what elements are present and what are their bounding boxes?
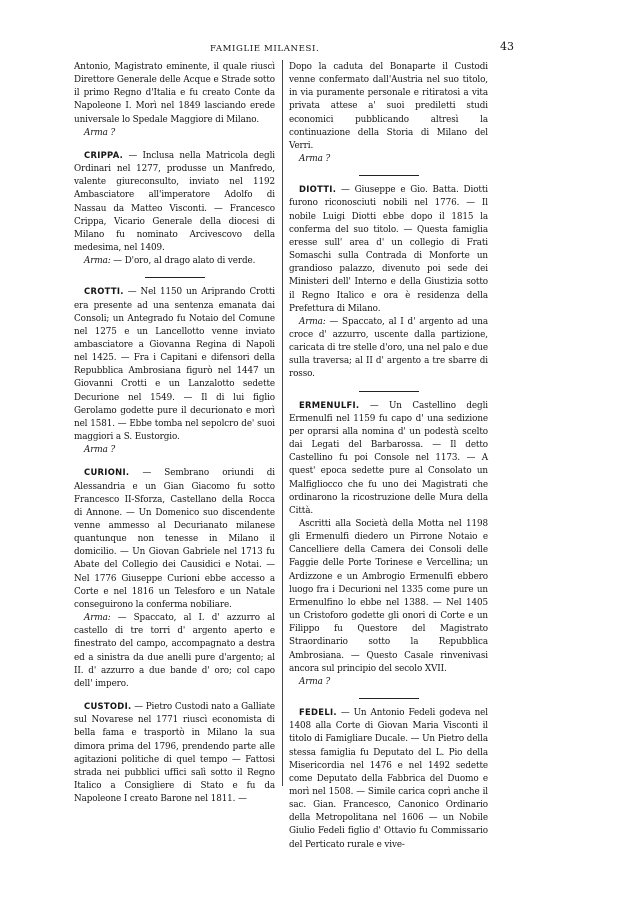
page-number: 43	[500, 40, 514, 53]
running-title: FAMIGLIE MILANESI.	[210, 44, 320, 54]
arms-label: Arma ?	[84, 127, 116, 138]
arms-label: Arma:	[84, 256, 111, 267]
family-heading: CRIPPA.	[84, 149, 124, 160]
arms-description: — Spaccato, al I. d' azzurro al castello di tre torri d' argento aperto e finestrato del campo, accompagnato a destra ed a sinistra da due anelli pure d'argento; al II. d' azzurro a due bande d' oro; col capo dell' impero.	[74, 613, 275, 689]
family-heading: FEDELI.	[299, 707, 337, 718]
separator-rule	[359, 175, 419, 176]
entry-body: — Un Castellino degli Ermenulfi nel 1159 fu capo d' una sedizione per oprarsi alla nomina d' un podestà scelto dai Legati del Barbarossa. — Il detto Castellino fu poi Console nel 1173. — A quest' epoca sedette pure al Consolato un Malfigliocco che fu uno dei Magistrati che ordinarono la ricostruzione delle Mura della Città.	[289, 400, 488, 516]
entry-body: — Inclusa nella Matricola degli Ordinari nel 1277, produsse un Manfredo, valente giureconsulto, inviato nel 1192 Ambasciatore all'imperatore Adolfo di Nassau da Matteo Visconti. — Francesco Crippa, Vicario Generale della diocesi di Milano fu nominato Arcivescovo della medesima, nel 1409.	[74, 150, 275, 254]
entry-fedeli	[289, 706, 488, 852]
left-column	[74, 61, 275, 815]
right-column	[289, 61, 488, 861]
family-heading: CURIONI.	[84, 467, 130, 478]
arms-label: Arma ?	[84, 445, 116, 456]
arms-label: Arma:	[299, 316, 326, 327]
entry-paragraph: Ascritti alla Società della Motta nel 1198 gli Ermenulfi diedero un Pirrone Notaio e Cancelliere della Camera dei Consoli delle Faggie delle Porte Torinese e Vercellina; un Ardizzone e un Ambrogio Ermenulfi ebbero luogo fra i Decurioni nel 1335 come pure un Ermenulfino lo ebbe nel 1388. — Nel 1405 un Cristoforo godette gli onori di Corte e un Filippo fu Questore del Magistrato Straordinario sotto la Repubblica Ambrosiana. — Questo Casale rinvenivasi ancora sul principio del secolo XVII.	[289, 519, 488, 674]
entry-body: Antonio, Magistrato eminente, il quale riuscì Direttore Generale delle Acque e Strade sotto il primo Regno d'Italia e fu creato Conte da Napoleone I. Morì nel 1849 lasciando erede universale lo Spedale Maggiore di Milano.	[74, 62, 275, 125]
entry-ermenulfi	[289, 399, 488, 689]
family-heading: CROTTI.	[84, 286, 124, 297]
entry-body: — Un Antonio Fedeli godeva nel 1408 alla Corte di Giovan Maria Visconti il titolo di Famigliare Ducale. — Un Pietro della stessa famiglia fu Deputato del L. Pio della Misericordia nel 1476 e nel 1492 sedette come Deputato della Fabbrica del Duomo e morì nel 1508. — Simile carica coprì anche il sac. Gian. Francesco, Canonico Ordinario della Metropolitana nel 1606 — un Nobile Giulio Fedeli figlio d' Ottavio fu Commissario del Perticato rurale e vive-	[289, 708, 488, 850]
entry-continuation-left	[74, 61, 275, 140]
arms-description: — Spaccato, al I d' argento ad una croce d' azzurro, uscente dalla partizione, caricata di tre stelle d'oro, una nel palo e due sulla traversa; al II d' argento a tre sbarre di rosso.	[289, 316, 488, 380]
family-heading: CUSTODI.	[84, 701, 132, 712]
entry-diotti	[289, 183, 488, 381]
entry-body: — Nel 1150 un Ariprando Crotti era presente ad una sentenza emanata dai Consoli; un Antegrado fu Notaio del Comune nel 1275 e un Lancellotto venne inviato ambasciatore a Giovanna Regina di Napoli nel 1425. — Fra i Capitani e difensori della Repubblica Ambrosiana figurò nel 1447 un Giovanni Crotti e un Lanzalotto sedette Decurione nel 1549. — Il di lui figlio Gerolamo godette pure il decurionato e morì nel 1581. — Ebbe tomba nel sepolcro de' suoi maggiori a S. Eustorgio.	[74, 287, 275, 443]
arms-label: Arma:	[84, 613, 111, 624]
entry-curioni	[74, 466, 275, 691]
separator-rule	[359, 698, 419, 699]
entry-crotti	[74, 285, 275, 457]
family-heading: ERMENULFI.	[299, 399, 360, 410]
entry-continuation-right	[289, 61, 488, 166]
entry-body: — Pietro Custodi nato a Galliate sul Novarese nel 1771 riuscì economista di bella fama e trasportò in Milano la sua dimora prima del 1796, prendendo parte alle agitazioni politiche di quel tempo — Fattosi strada nei pubblici uffici salì sotto il Regno Italico a Consigliere di Stato e fu da Napoleone I creato Barone nel 1811. —	[74, 702, 275, 805]
entry-crippa	[74, 149, 275, 268]
entry-body: Dopo la caduta del Bonaparte il Custodi venne confermato dall'Austria nel suo titolo, in via puramente personale e ritiratosi a vita privata attese a' suoi prediletti studi economici pubblicando altresì la continuazione della Storia di Milano del Verri.	[289, 62, 488, 151]
entry-body: — Sembrano oriundi di Alessandria e un Gian Giacomo fu sotto Francesco II-Sforza, Castellano della Rocca di Annone. — Un Domenico suo discendente venne ammesso al Decurianato milanese quantunque non tenesse in Milano il domicilio. — Un Giovan Gabriele nel 1713 fu Abate del Collegio dei Causidici e Notai. — Nel 1776 Giuseppe Curioni ebbe accesso a Corte e nel 1816 un Telesforo e un Natale conseguirono la conferma nobiliare.	[74, 468, 275, 610]
arms-label: Arma ?	[299, 154, 331, 165]
arms-description: — D'oro, al drago alato di verde.	[110, 256, 256, 267]
separator-rule	[145, 277, 205, 278]
family-heading: DIOTTI.	[299, 184, 337, 195]
entry-custodi	[74, 700, 275, 806]
arms-label: Arma ?	[299, 676, 331, 687]
entry-body: — Giuseppe e Gio. Batta. Diotti furono riconosciuti nobili nel 1776. — Il nobile Luigi Diotti ebbe dopo il 1815 la conferma del suo titolo. — Questa famiglia eresse sull' area d' un collegio di Frati Somaschi sulla Contrada di Monforte un grandioso palazzo, divenuto poi sede dei Ministeri dell' Interno e della Giustizia sotto il Regno Italico e ora è residenza della Prefettura di Milano.	[289, 185, 488, 314]
column-divider	[282, 60, 283, 786]
separator-rule	[359, 391, 419, 392]
